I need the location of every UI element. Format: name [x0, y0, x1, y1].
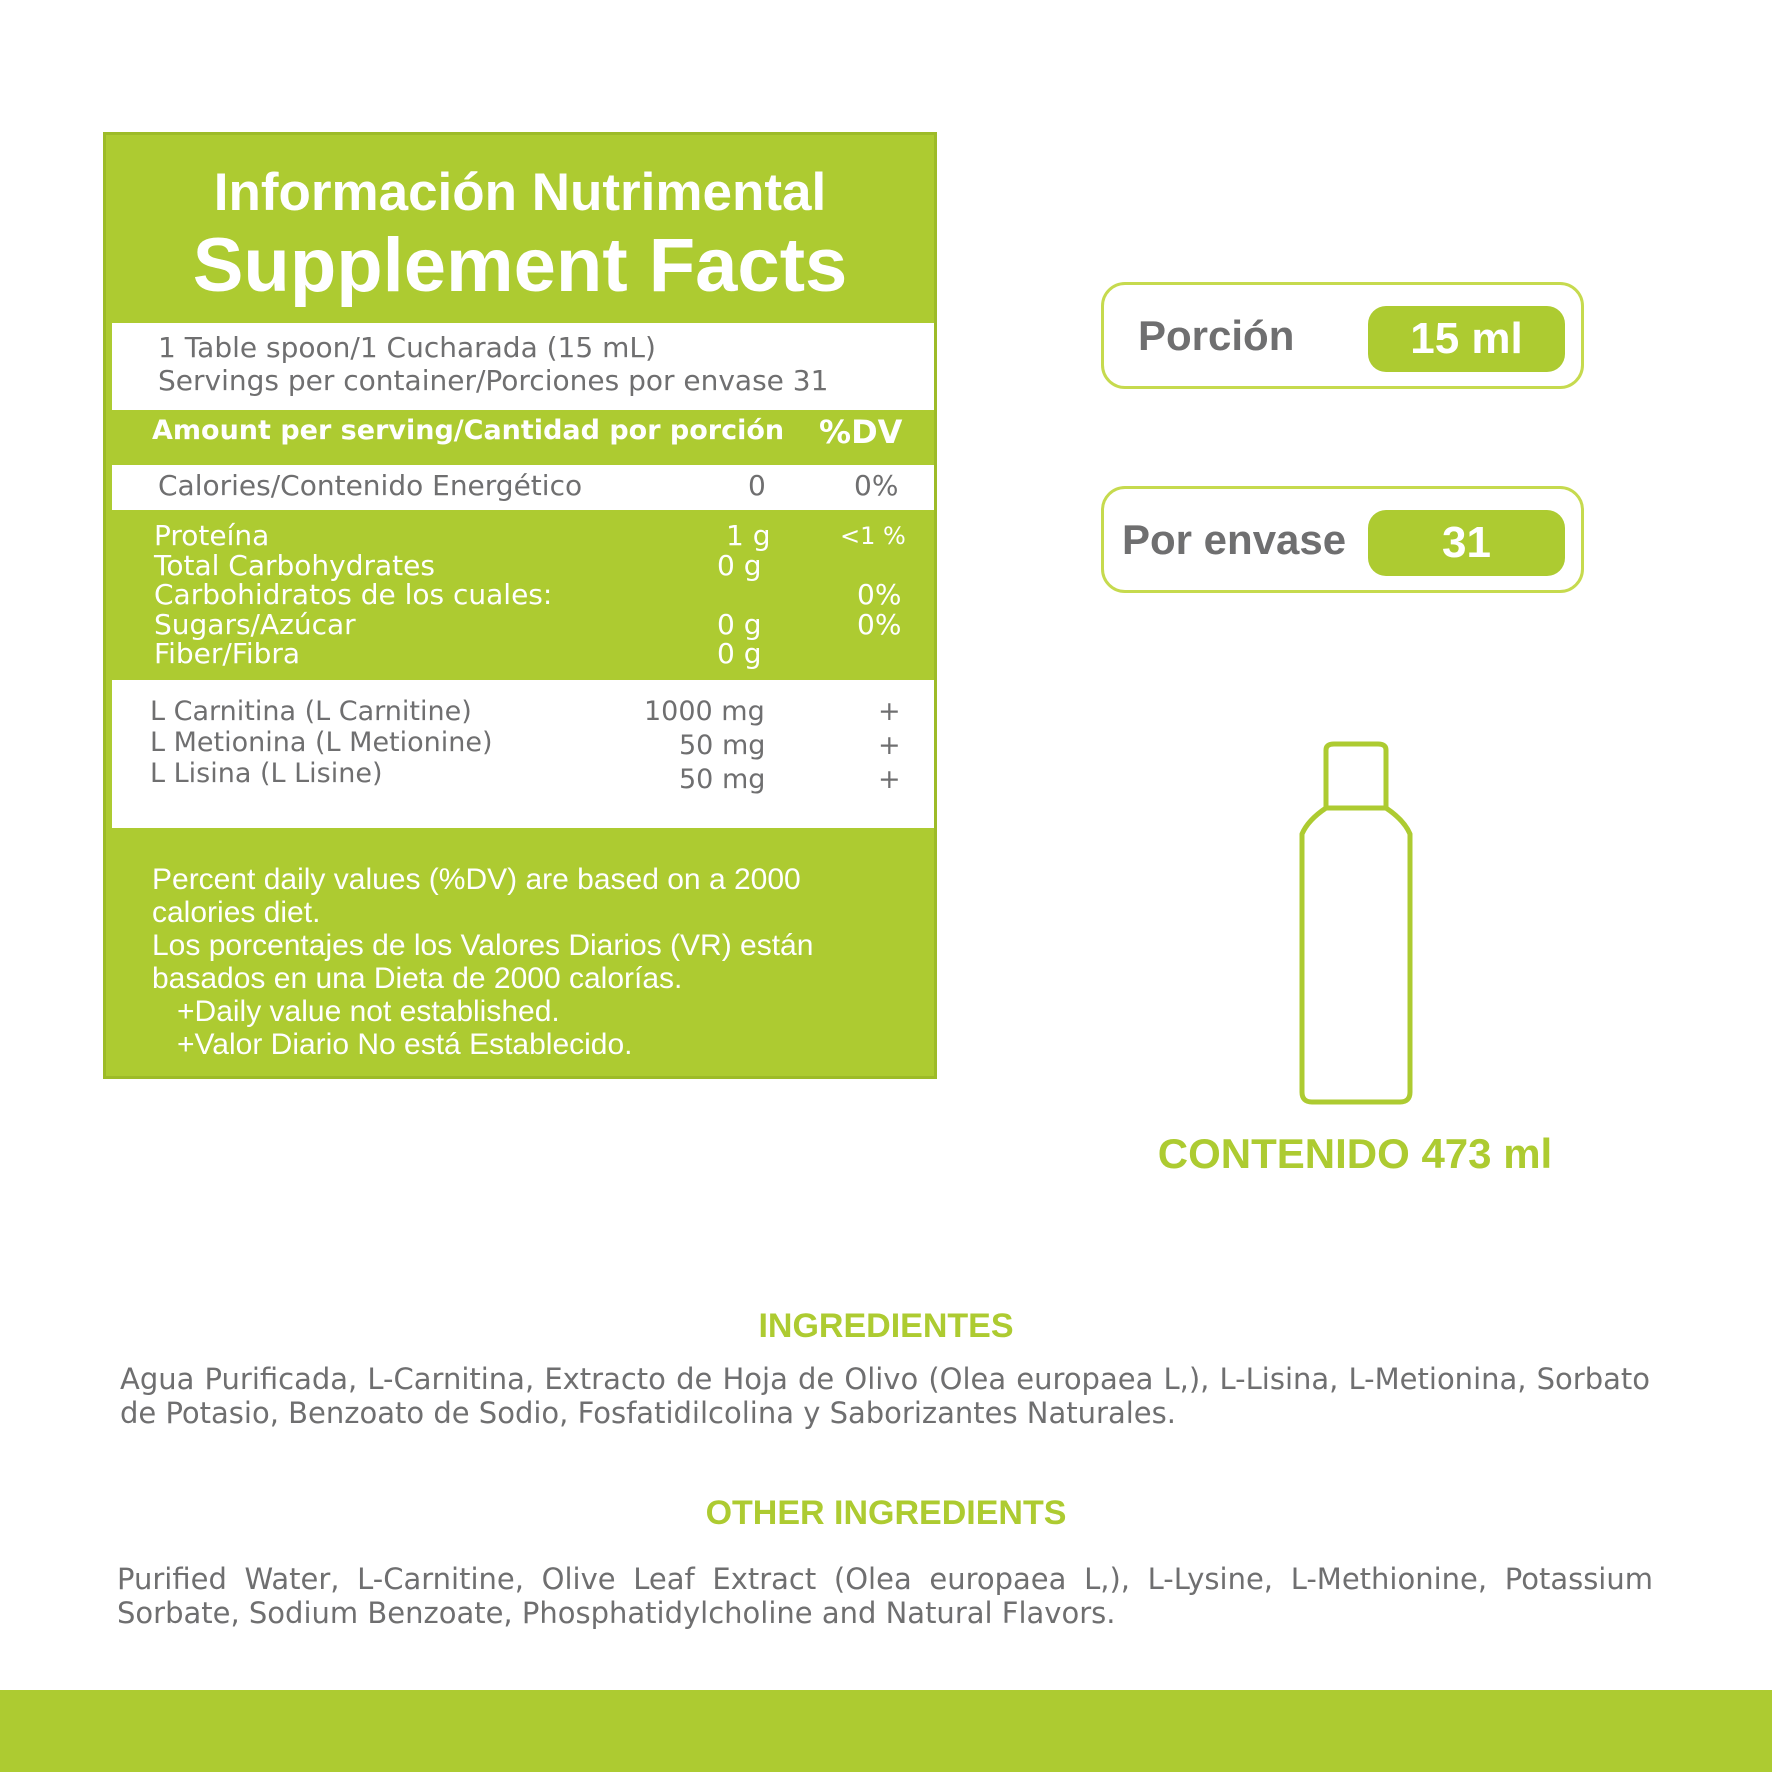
- active-dv: +: [878, 730, 901, 761]
- facts-title-es: Información Nutrimental: [213, 163, 827, 222]
- serving-size: 1 Table spoon/1 Cucharada (15 mL): [158, 331, 656, 364]
- calories-dv: 0%: [854, 469, 899, 502]
- serving-box: [112, 323, 934, 410]
- active-dv: +: [878, 696, 901, 727]
- ingredients-title: INGREDIENTES: [758, 1307, 1014, 1345]
- footnote-line: basados en una Dieta de 2000 calorías.: [152, 962, 683, 995]
- calories-row: [112, 465, 934, 510]
- contents-label: CONTENIDO 473 ml: [1157, 1130, 1553, 1177]
- per-container-badge: [1101, 486, 1584, 593]
- footnote-line: Percent daily values (%DV) are based on a 2000: [152, 863, 801, 896]
- active-label: L Lisina (L Lisine): [150, 758, 383, 789]
- nutrient-dv: <1 %: [840, 522, 906, 550]
- portion-label: Porción: [1138, 311, 1295, 359]
- amount-header: Amount per serving/Cantidad por porción: [152, 415, 785, 446]
- nutrient-label: Total Carbohydrates: [154, 549, 435, 582]
- nutrient-amount: 1 g: [726, 519, 771, 552]
- other-ingredients-text: Purified Water, L-Carnitine, Olive Leaf Extract (Olea europaea L,), L-Lysine, L-Methionine, Potassium Sorbate, Sodium Benzoate, Phosphatidylcholine and Natural Flavors.: [117, 1562, 1653, 1630]
- nutrient-label: Carbohidratos de los cuales:: [154, 578, 553, 611]
- other-ingredients-title: OTHER INGREDIENTS: [705, 1494, 1067, 1532]
- footnote-line: +Valor Diario No está Establecido.: [152, 1028, 633, 1061]
- ingredients-text: Agua Purificada, L-Carnitina, Extracto de Hoja de Olivo (Olea europaea L,), L-Lisina, L-Metionina, Sorbato de Potasio, Benzoato de Sodio, Fosfatidilcolina y Saborizantes Naturales.: [120, 1362, 1650, 1430]
- nutrient-dv: 0%: [857, 608, 902, 641]
- bottle-icon: [1296, 740, 1416, 1106]
- nutrient-amount: 0 g: [717, 549, 762, 582]
- footnote-line: +Daily value not established.: [152, 995, 560, 1028]
- per-container-label: Por envase: [1122, 515, 1347, 563]
- active-amount: 1000 mg: [644, 696, 765, 727]
- active-dv: +: [878, 764, 901, 795]
- nutrient-label: Fiber/Fibra: [154, 637, 301, 670]
- facts-title-en: Supplement Facts: [192, 223, 848, 308]
- per-container-value: 31: [1368, 510, 1565, 576]
- portion-value: 15 ml: [1368, 306, 1565, 372]
- calories-amount: 0: [748, 469, 766, 502]
- footnote-line: Los porcentajes de los Valores Diarios (VR) están: [152, 929, 814, 962]
- footnotes: [152, 863, 813, 1061]
- servings-per-container: Servings per container/Porciones por envase 31: [158, 364, 829, 397]
- supplement-facts-panel: [103, 132, 937, 1079]
- dv-header: %DV: [819, 413, 903, 451]
- calories-label: Calories/Contenido Energético: [158, 469, 583, 502]
- active-label: L Metionina (L Metionine): [150, 727, 493, 758]
- nutrient-amount: 0 g: [717, 637, 762, 670]
- nutrient-label: Sugars/Azúcar: [154, 608, 356, 641]
- active-label: L Carnitina (L Carnitine): [150, 696, 472, 727]
- footer-bar: [0, 1690, 1772, 1772]
- nutrient-label: Proteína: [154, 519, 270, 552]
- active-amount: 50 mg: [679, 764, 766, 795]
- nutrient-amount: 0 g: [717, 608, 762, 641]
- actives-box: [112, 680, 934, 828]
- nutrient-dv: 0%: [857, 578, 902, 611]
- portion-badge: [1101, 282, 1584, 389]
- active-amount: 50 mg: [679, 730, 766, 761]
- footnote-line: calories diet.: [152, 896, 321, 929]
